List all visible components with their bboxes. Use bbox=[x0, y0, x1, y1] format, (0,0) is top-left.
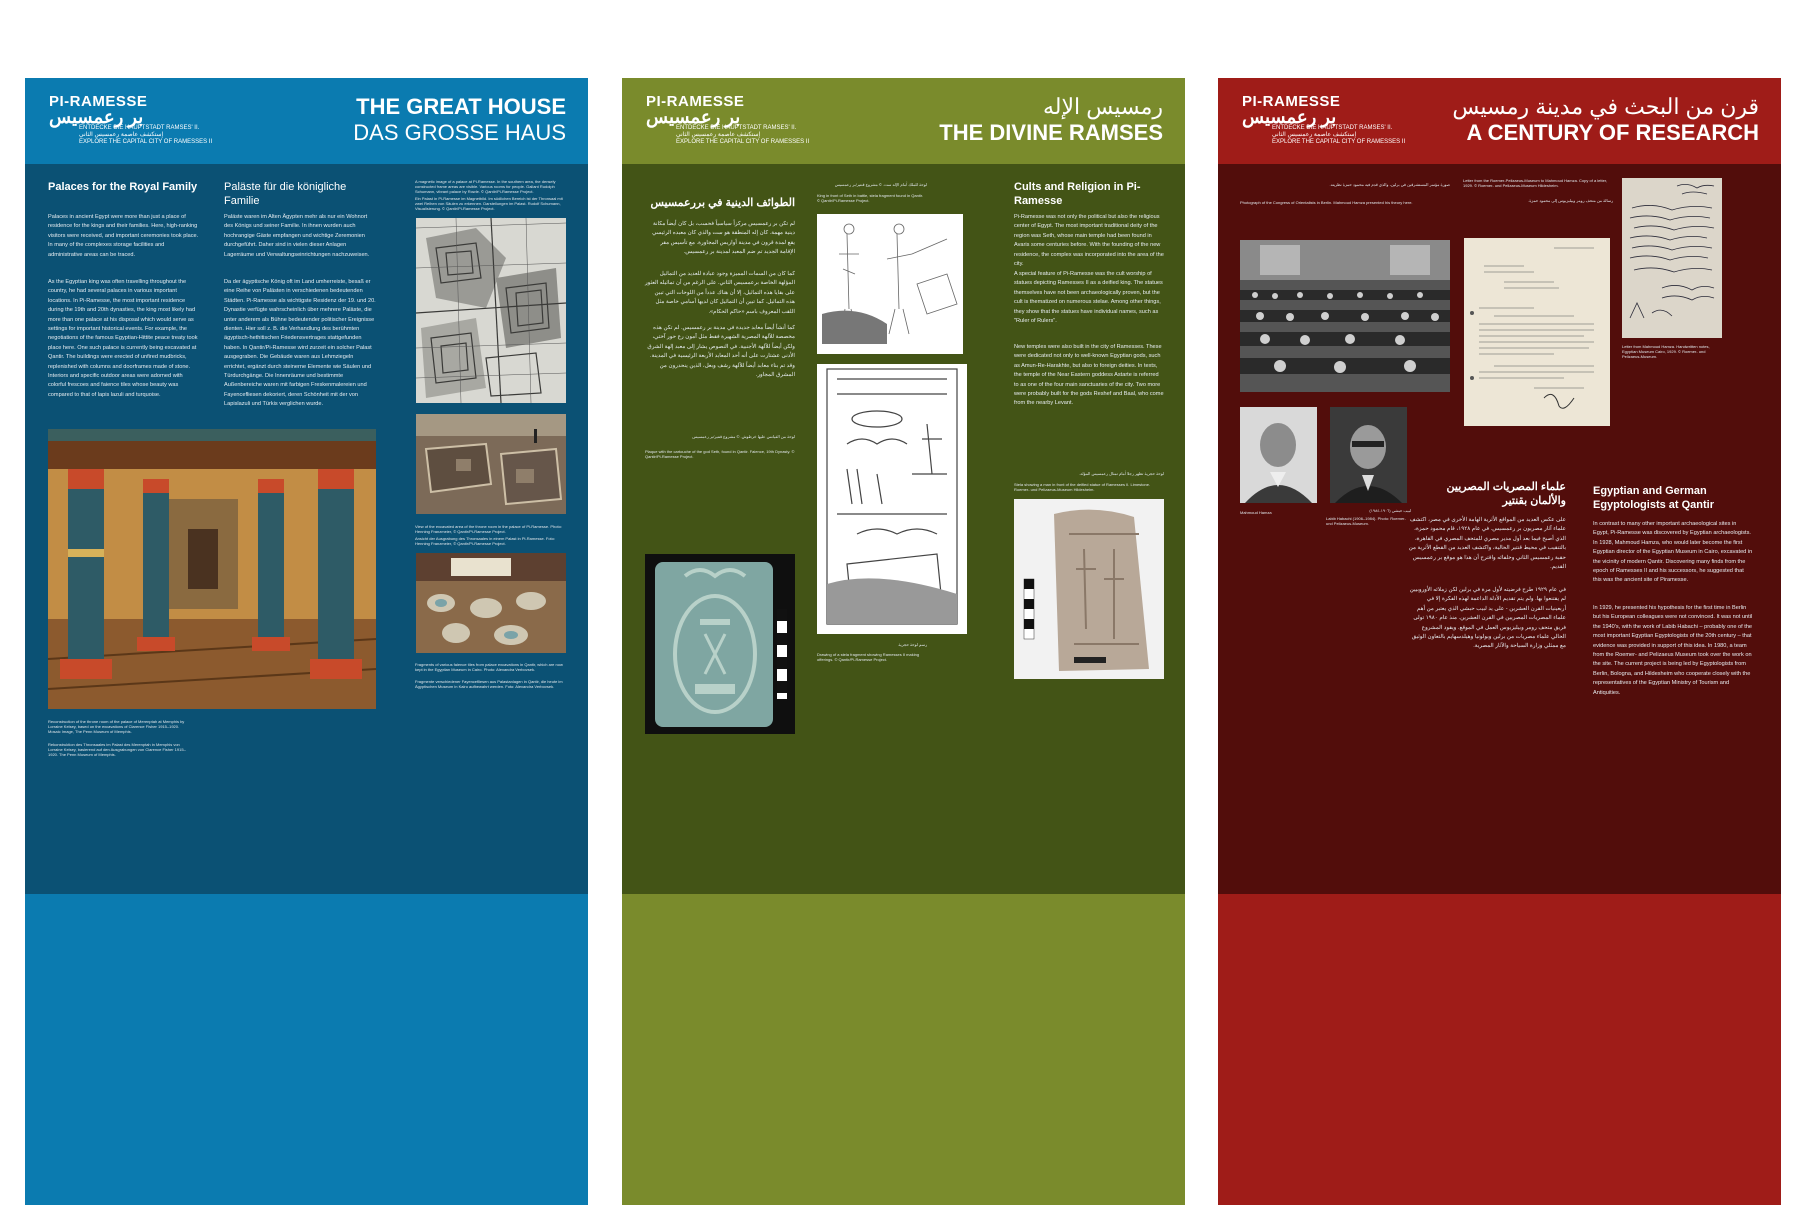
magnetic-map-image bbox=[416, 218, 566, 403]
heading-en: Egyptian and German Egyptologists at Qantir bbox=[1593, 485, 1715, 511]
portrait-habachi bbox=[1330, 407, 1407, 503]
caption-habachi: Labib Habachi (1906–1984). Photo: Roemer- und Pelizaeus-Museum. bbox=[1326, 516, 1406, 527]
heading-ar: علماء المصريات المصريين والألمان بقنتير bbox=[1446, 481, 1566, 507]
panel-title: رمسيس الإله THE DIVINE RAMSES bbox=[939, 94, 1163, 145]
caption-hamza: Mahmoud Hamza bbox=[1240, 510, 1272, 515]
caption-letter-ar: رسالة من متحف رومر وبيليزيوس إلى محمود حمزة. bbox=[1528, 198, 1613, 203]
stele-photo bbox=[1014, 499, 1164, 679]
caption-drawing-ar: لوحة للملك أمام الإله ست. © مشروع قنتير/بر رعمسيس bbox=[834, 182, 927, 187]
caption-drawing: King in front of Seth in battle, stela fragment found in Qantir. © Qantir/Pi-Ramesse Project. bbox=[817, 193, 924, 204]
text-ar-1: على عكس العديد من المواقع الأثرية الهامة الأخرى في مصر، اكتشف علماء آثار مصريون بر رعمسيس. في عام ١٩٢٨، قام محمود حمزة، الذي أصبح فيما بعد أول مدير مصري للمتحف المصري في القاهرة، بالتنقيب في محيط قنتير الحالية، واكتشف العديد من القطع الأثرية من حقبة رعمسيس الثاني وخلفائه واقترح أن هذا هو موقع بر رعمسيس القديم. bbox=[1408, 517, 1566, 571]
heading-en: Palaces for the Royal Family bbox=[48, 181, 198, 193]
excavation-photo bbox=[416, 414, 566, 514]
panel-divine-ramses bbox=[622, 78, 1185, 1205]
caption-painting: Reconstruction of the throne room of the palace of Merenptah at Memphis by Lorraine Kelsey, based on the excavations of Clarence Fisher 1915–1920. Mosaic Image, The Penn Museum of Memphis. bbox=[48, 719, 185, 735]
congress-photo bbox=[1240, 240, 1450, 392]
caption-map: A magnetic image of a palace at Pi-Ramesse. In the southern area, the densely constructed frame areas are visible. Various rooms for people. Gallant Rudolph Schumann, vibrant palace by Rowle. © Qantir/Pi-Ramesse Project. bbox=[415, 179, 556, 195]
caption-painting-de: Rekonstruktion des Thronsaales im Palast des Merenptah in Memphis von Lorraine Kelsey, basierend auf den Ausgrabungen von Clarence Fisher 1915–1920. The Penn Museum of Memphis. bbox=[48, 742, 186, 758]
cartouche-plaque-photo bbox=[645, 554, 795, 734]
text-en-2: As the Egyptian king was often travelling throughout the country, he had several palaces in various important locations. In Pi-Ramesse, the most important residence during the 19th and 20th dynasties, the king most likely had more than one palace at his disposal which would serve as settings for important historical events. For example, the negotiations of the famous Egyptian-Hittite peace treaty took place here. One such palace is currently being excavated at Qantir. The buildings were erected of unfired mudbricks, replenished with columns and doorframes made of stone. Interiors and specific outdoor areas were adorned with colorful frescoes and faience tiles whose beauty was compared to that of lapis lazuli and turquoise. bbox=[48, 279, 198, 398]
panel-title: THE GREAT HOUSE DAS GROSSE HAUS bbox=[353, 94, 566, 145]
panel-body bbox=[622, 164, 1185, 894]
caption-excavation-de: Ansicht der Ausgrabung des Thronsaales in einem Palast in Pi-Ramesse. Foto: Henning Franzmeier, © Qantir/Pi-Ramesse Project. bbox=[415, 536, 555, 547]
text-de-1: Paläste waren im Alten Ägypten mehr als nur ein Wohnort des Königs und seiner Familie. In ihnen wurden auch hochrangige Gäste empfangen und wichtige Zeremonien durchgeführt. Daher sind in vielen dieser Anlagen Lagerräume und Verwaltungseinrichtungen nachzuweisen. bbox=[224, 214, 370, 258]
heading-en: Cults and Religion in Pi-Ramesse bbox=[1014, 181, 1141, 207]
text-en-1: Pi-Ramesse was not only the political but also the religious center of Egypt. The most important traditional deity of the region was Seth, whose main temple had been found in Avaris some centuries before. With the founding of the new residence, the complex was incorporated into the area of the city. bbox=[1014, 214, 1164, 268]
panel-century-of-research bbox=[1218, 78, 1781, 1205]
text-ar-2: كما كان من السمات المميزة وجود عبادة للعديد من التماثيل المؤلهة الخاصة برعمسيس الثاني. على الرغم من أن تماثيله العثور على بقايا هذه التماثيل، إلا أن هناك عدداً من اللوحات التي تبين هذه التماثيل. كما تبين أن التماثيل كان لديها أسامي خاصة مثل اللقب المعروف باسم «حاكم الحكام». bbox=[644, 271, 795, 315]
text-en-1: In contrast to many other important archaeological sites in Egypt, Pi-Ramesse was discovered by Egyptian archaeologists. In 1928, Mahmoud Hamza, who would later become the first Egyptian director of the Egyptian Museum in Cairo, excavated in the vicinity of modern Qantir. Discovering many finds from the epoch of Ramesses II and his successors, he suggested that this was the ancient site of Piramesse. bbox=[1593, 521, 1753, 584]
heading-ar: الطوائف الدينية في بررعمسيس bbox=[650, 197, 795, 209]
caption-photo-ar: صورة مؤتمر المستشرقين في برلين، والذي قدم فيه محمود حمزة نظريته. bbox=[1329, 182, 1450, 187]
stela-drawing bbox=[817, 214, 963, 354]
caption-photo: Photograph of the Congress of Orientalists in Berlin. Mahmoud Hamza presented his theory here. bbox=[1240, 200, 1413, 205]
panel-great-house bbox=[25, 78, 588, 1205]
handwritten-note bbox=[1622, 178, 1722, 338]
caption-habachi-ar: لبيب حبشي (١٩٠٦-١٩٨٤) bbox=[1369, 508, 1411, 513]
caption-stele-ar: لوحة حجرية تظهر رجلا أمام تمثال رعمسيس المؤله. bbox=[1079, 471, 1164, 476]
text-de-2: Da der ägyptische König oft im Land umherreiste, besaß er eine Reihe von Palästen in verschiedenen bedeutenden Städten. Pi-Ramesse als wichtigste Residenz der 19. und 20. Dynastie verfügte wahrscheinlich über mehrere Paläste, die unter anderem als Bühne bedeutender politischer Ereignisse dienten. Hier soll z. B. die Verhandlung des berühmten ägyptisch-hethitischen Friedensvertrages stattgefunden haben. In Qantir/Pi-Ramesse wird zurzeit ein solcher Palast ausgegraben. Die Gebäude waren aus Lehmziegeln errichtet, ergänzt durch steinerne Elemente wie Säulen und Türdurchgänge. Die Innenräume und bestimmte Außenbereiche waren mit farbigen Freskenmalereien und Fayencefliesen dekoriert, deren Schönheit mit der von Lapislazuli und Türkis verglichen wurde. bbox=[224, 279, 376, 408]
typed-letter bbox=[1464, 238, 1610, 426]
pi-ramesse-logo: PI-RAMESSE بر رعمسيس ENTDECKE DIE HAUPTSTADT RAMSES' II. إستكشف عاصمة رعمسيس الثاني EXPLORE THE CAPITAL CITY OF RAMESSES II bbox=[646, 93, 810, 145]
text-ar-1: لم تكن بر رعمسيس مركزاً سياسياً فحسب، بل كان أيضاً مكانة دينية مهمة. كان إله المنطقة هو ست والذي كان معبده الرئيسي يقع لمدة قرون في مدينة أواريس المجاورة. مع تأسيس مقر الإقامة الجديد تم ضم المعبد لمدينة بر رعمسيس. bbox=[652, 221, 795, 256]
panel-header bbox=[25, 78, 588, 164]
caption-hiero: Drawing of a stela fragment showing Ramesses II making offerings. © Qantir/Pi-Ramesse Project. bbox=[817, 652, 920, 663]
caption-map-de: Ein Palast in Pi-Ramesse im Magnetbild. Im südlichen Bereich ist der Thronsaal mit zwei Reihen von Säulen zu erkennen. Darstellungen im Palast. Rudolf Schumann, Visualisierung. © Qantir/Pi-Ramesse Project. bbox=[415, 196, 563, 212]
caption-excavation: View of the excavated area of the throne room in the palace of Pi-Ramesse. Photo: Henning Franzmeier, © Qantir/Pi-Ramesse Project. bbox=[415, 524, 562, 535]
heading-de: Paläste für die königliche Familie bbox=[224, 181, 347, 207]
text-ar-2: في عام ١٩٢٩ طرح فرضيته لأول مرة في برلين لكن زملائه الأوروبيين لم يقتنعوا بها. ولم يتم تقديم الأدلة الداعمة لهذه الفكرة إلا في أربعينيات القرن العشرين - على يد لبيب حبشي الذي يعتبر من أهم علماء المصريات المصريين في القرن العشرين. منذ عام ١٩٨٠ تولى فريق متحف رومر وبيليزيوس العمل في الموقع. ويقود المشروع الحالي علماء مصريات من برلين وبولونيا وهيلدسهايم بالتعاون الوثيق مع ممثلي وزارة السياحة والآثار المصرية. bbox=[1409, 587, 1566, 650]
panel-header bbox=[622, 78, 1185, 164]
panel-body bbox=[1218, 164, 1781, 894]
caption-plaque: Plaque with the cartouche of the god Seth, found in Qantir. Faience, 19th Dynasty. © Qantir/Pi-Ramesse Project. bbox=[645, 449, 795, 460]
portrait-hamza bbox=[1240, 407, 1317, 503]
caption-note: Letter from Mahmoud Hamza. Handwritten notes, Egyptian Museum Cairo, 1929. © Roemer- und Pelizaeus-Museum. bbox=[1622, 344, 1710, 360]
caption-tiles: Fragments of various faience tiles from palace excavations in Qantir, which are now kept in the Egyptian Museum in Cairo. Photo: Alexandra Verbovsek. bbox=[415, 662, 563, 673]
panel-header bbox=[1218, 78, 1781, 164]
panel-title: قرن من البحث في مدينة رمسيس A CENTURY OF RESEARCH bbox=[1452, 94, 1759, 145]
faience-tiles-photo bbox=[416, 553, 566, 653]
throne-room-painting bbox=[48, 429, 376, 709]
pi-ramesse-logo: PI-RAMESSE بر رعمسيس ENTDECKE DIE HAUPTSTADT RAMSES' II. إستكشف عاصمة رعمسيس الثاني EXPLORE THE CAPITAL CITY OF RAMESSES II bbox=[1242, 93, 1406, 145]
text-en-1: Palaces in ancient Egypt were more than just a place of residence for the kings and their families. Here, high-ranking visitors were received, and important ceremonies took place. In many of the complexes storage facilities and administrative areas can be traced. bbox=[48, 214, 199, 258]
pi-ramesse-logo: PI-RAMESSE بر رعمسيس ENTDECKE DIE HAUPTSTADT RAMSES' II. إستكشف عاصمة رعمسيس الثاني EXPLORE THE CAPITAL CITY OF RAMESSES II bbox=[49, 93, 213, 145]
hieroglyph-drawing bbox=[817, 364, 967, 634]
caption-hiero-ar: رسم لوحة حجرية bbox=[898, 642, 927, 647]
caption-tiles-de: Fragmente verschiedener Fayencefliesen aus Palastanlagen in Qantir, die heute im Ägyptischen Museum in Kairo aufbewahrt werden. Foto: Alexandra Verbovsek. bbox=[415, 679, 563, 690]
caption-stele: Stela showing a man in front of the deified statue of Ramesses II. Limestone. Roemer- und Pelizaeus-Museum Hildesheim. bbox=[1014, 482, 1151, 493]
panel-body bbox=[25, 164, 588, 894]
text-ar-3: كما أنشأ أيضاً معابد جديدة في مدينة بر رعمسيس. لم تكن هذه مخصصة للآلهة المصرية الشهيرة فقط مثل آمون رع حور آختي، ولكن أيضاً للآلهة الأجنبية. في النصوص يشار إلى معبد إلهة الشرق الأدنى عشتارت على أنه أحد المعابد الأربعة الرئيسية في المدينة. وقد تم بناء معابد أيضاً للآلهة رشف وبعل، الذين ينحدرون من المشرق المجاور. bbox=[647, 325, 795, 379]
caption-plaque-ar: لوحة من الفيانس عليها خرطوش. © مشروع قنتير/بر رعمسيس bbox=[692, 434, 795, 439]
text-en-2: In 1929, he presented his hypothesis for the first time in Berlin but his European colleagues were not convinced. It was not until the 1940's, with the work of Labib Habachi – probably one of the most important Egyptian Egyptologists of the 20th century – that evidence was provided in support of this idea. In 1980, a team from the Roemer- and Pelizaeus Museum took over the work on the site. The current project is being led by Egyptologists from Berlin, Bologna, and Hildesheim who cooperate closely with the representatives of the Egyptian Ministry of Tourism and Antiquities. bbox=[1593, 605, 1753, 696]
text-en-3: New temples were also built in the city of Ramesses. These were dedicated not only to well-known Egyptian gods, such as Amun-Re-Harakhte, but also to foreign deities. In texts, the temple of the Near Eastern goddess Astarte is referred to as one of the four main sanctuaries of the city. Two more were probably built for the gods Reshef and Baal, who come from the nearby Levant. bbox=[1014, 344, 1164, 407]
text-en-2: A special feature of Pi-Ramesse was the cult worship of statues depicting Ramesses II as a deified king. The statues themselves have not been archaeologically proven, but the cult is thematized on numerous stelae. Among other things, they show that the statues have individual names, such as "Ruler of Rulers". bbox=[1014, 271, 1163, 325]
caption-letter: Letter from the Roemer-Pelizaeus-Museum to Mahmoud Hamza. Copy of a letter, 1929. © Roemer- und Pelizaeus-Museum Hildesheim. bbox=[1463, 178, 1608, 189]
